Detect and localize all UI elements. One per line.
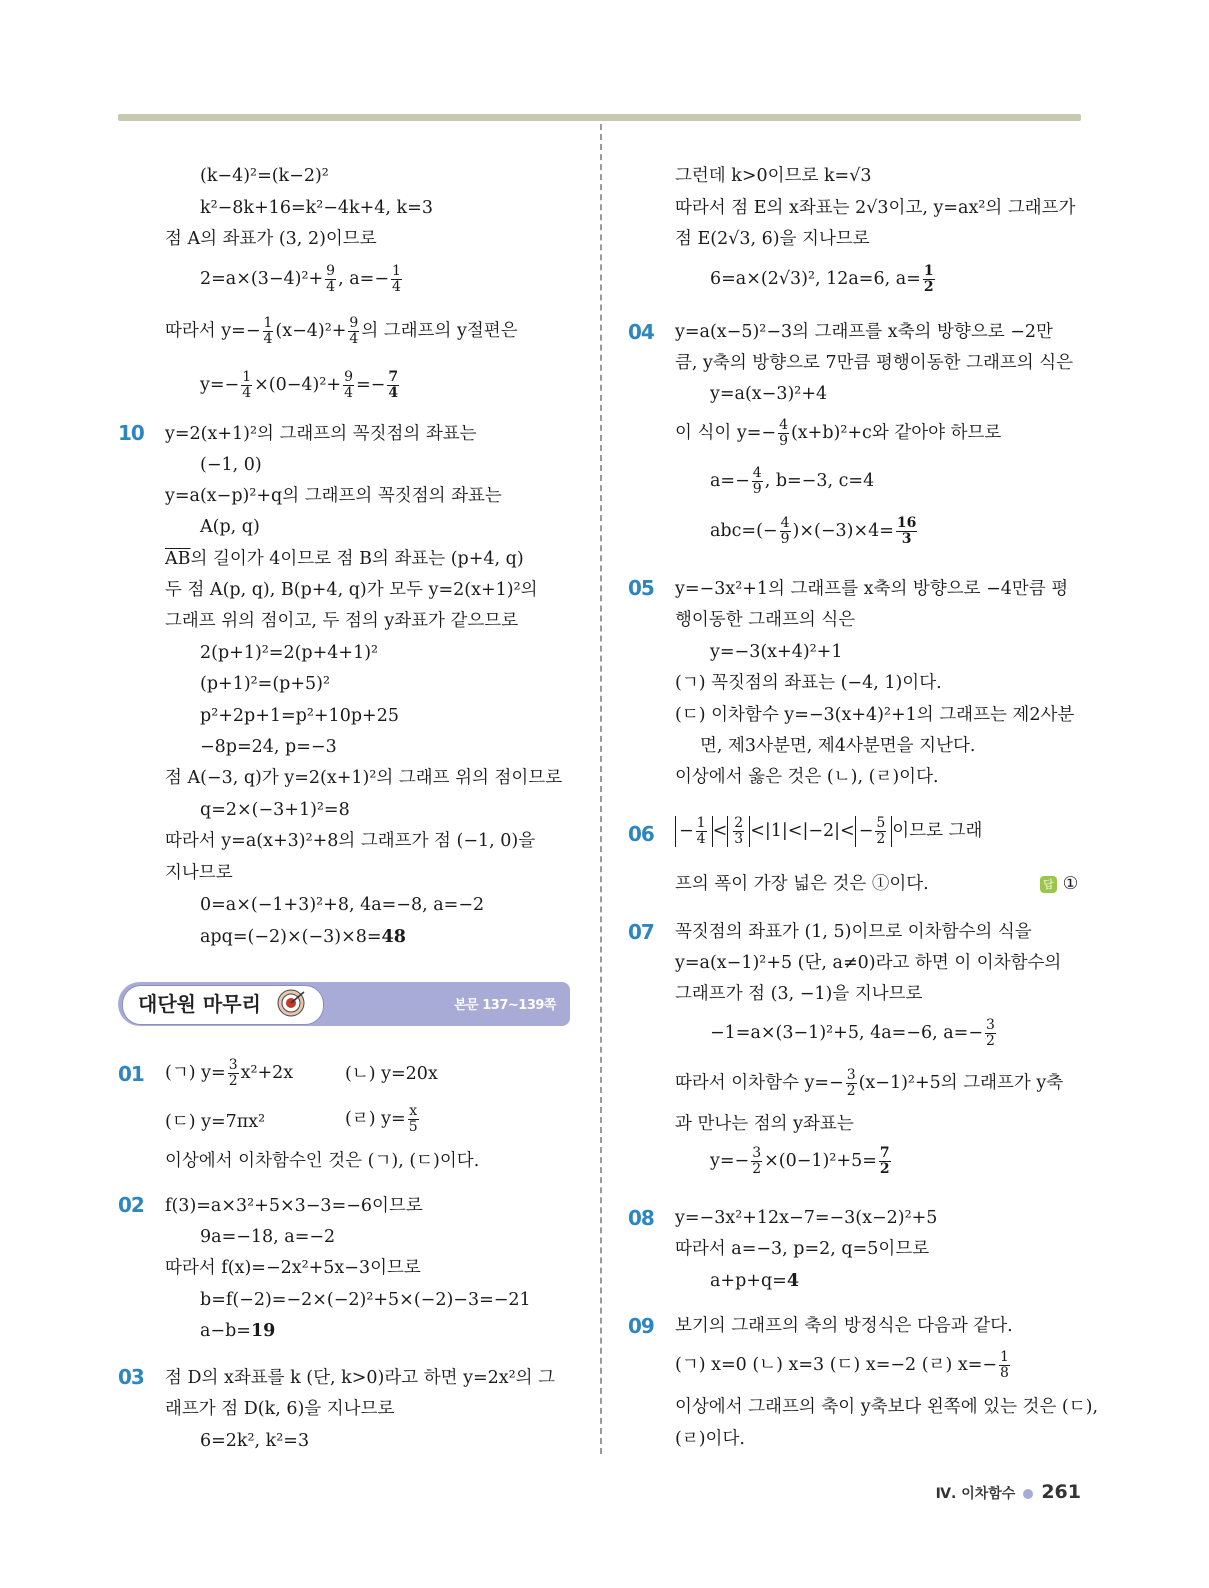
text: a+p+q=	[710, 1271, 787, 1291]
text: x²+2x	[240, 1063, 294, 1083]
text: ×(0−4)²+	[254, 375, 342, 395]
answer-marker	[1040, 872, 1078, 896]
text: apq=(−2)×(−3)×8=	[200, 927, 382, 947]
text: 이 식이 y=−	[675, 423, 777, 443]
equation-line	[200, 370, 401, 401]
fraction: $\frac{7}{2}$	[879, 1145, 890, 1177]
target-icon	[276, 988, 306, 1018]
text-line: (p+1)²=(p+5)²	[200, 674, 331, 694]
page-footer	[936, 1481, 1081, 1503]
text-line: 점 A(−3, q)가 y=2(x+1)²의 그래프 위의 점이므로	[165, 768, 563, 788]
text-line: f(3)=a×3²+5×3−3=−6이므로	[165, 1196, 423, 1216]
text: <	[712, 821, 728, 841]
answer: 48	[381, 927, 406, 947]
text-line: 그런데 k>0이므로 k=√3	[675, 166, 872, 186]
column-divider	[600, 124, 602, 1454]
text: (ㄹ) y=	[345, 1109, 406, 1129]
text: y=−	[200, 375, 240, 395]
text: , a=−	[338, 269, 389, 289]
text: 의 길이가 4이므로 점 B의 좌표는 (p+4, q)	[190, 549, 524, 569]
text: 이므로 그래	[892, 821, 983, 841]
text: −1=a×(3−1)²+5, 4a=−6, a=−	[710, 1023, 983, 1043]
text-line: 이상에서 그래프의 축이 y축보다 왼쪽에 있는 것은 (ㄷ),	[675, 1397, 1099, 1417]
answer: 19	[250, 1321, 276, 1341]
text-line: p²+2p+1=p²+10p+25	[200, 706, 399, 726]
answer-choice: ①	[1062, 874, 1079, 894]
absolute-value	[727, 816, 750, 847]
problem-number: 03	[118, 1365, 144, 1389]
text-line: 점 E(2√3, 6)을 지나므로	[675, 229, 870, 249]
text: 따라서 y=−	[165, 321, 261, 341]
text-line: (ㄷ) 이차함수 y=−3(x+4)²+1의 그래프는 제2사분	[675, 705, 1075, 725]
fraction: $\frac{9}{4}$	[349, 315, 359, 347]
text-line: −8p=24, p=−3	[200, 737, 337, 757]
section-title: 대단원 마무리	[138, 992, 261, 1016]
absolute-value: − $\frac{1}{4}$	[675, 816, 713, 847]
fraction: $\frac{1}{8}$	[1000, 1349, 1009, 1381]
fraction: $\frac{4}{9}$	[752, 465, 762, 497]
fraction: $\frac{16}{3}$	[896, 515, 917, 547]
text-line: 따라서 f(x)=−2x²+5x−3이므로	[165, 1258, 421, 1278]
text: (x−4)²+	[275, 321, 347, 341]
text-line: y=a(x−3)²+4	[710, 384, 828, 404]
text-line: (ㄷ) y=7πx²	[165, 1112, 266, 1132]
text-line: 점 A의 좌표가 (3, 2)이므로	[165, 229, 377, 249]
top-rule	[118, 114, 1081, 121]
problem-number: 01	[118, 1062, 144, 1086]
text-line: 프의 폭이 가장 넓은 것은 ①이다.	[675, 874, 929, 894]
equation-line	[710, 1146, 893, 1177]
problem-number: 02	[118, 1193, 144, 1217]
text-line: 2(p+1)²=2(p+4+1)²	[200, 643, 379, 663]
text-line: (ㄴ) y=20x	[345, 1064, 438, 1084]
fraction: $\frac{3}{2}$	[986, 1017, 995, 1049]
fraction: $\frac{3}{2}$	[846, 1067, 856, 1099]
text: (ㄱ) y=	[165, 1063, 226, 1083]
text-line: b=f(−2)=−2×(−2)²+5×(−2)−3=−21	[200, 1290, 531, 1310]
equation-line	[345, 1104, 421, 1135]
text-line: (ㄹ)이다.	[675, 1429, 745, 1449]
text-line: 따라서 a=−3, p=2, q=5이므로	[675, 1239, 930, 1259]
answer: 4	[786, 1271, 800, 1291]
equation-line	[675, 1068, 1063, 1099]
text-line: (ㄱ) 꼭짓점의 좌표는 (−4, 1)이다.	[675, 673, 942, 693]
answer-badge-icon: 답	[1040, 876, 1057, 893]
text: abc=(−	[710, 521, 778, 541]
equation-line	[675, 816, 982, 847]
text: a=−	[710, 471, 750, 491]
text-line: y=a(x−5)²−3의 그래프를 x축의 방향으로 −2만	[675, 322, 1053, 342]
text-line	[710, 1269, 799, 1293]
equation-line	[710, 1018, 998, 1049]
text-line: 점 D의 x좌표를 k (단, k>0)라고 하면 y=2x²의 그	[165, 1368, 556, 1388]
fraction: $\frac{1}{2}$	[923, 263, 934, 295]
text: 의 그래프의 y절편은	[361, 321, 518, 341]
absolute-value: − $\frac{5}{2}$	[855, 816, 893, 847]
fraction: $\frac{4}{9}$	[779, 417, 788, 449]
fraction: $\frac{3}{2}$	[228, 1057, 238, 1089]
bullet-icon	[1023, 1489, 1033, 1499]
text: (x−1)²+5의 그래프가 y축	[858, 1073, 1064, 1093]
fraction: $\frac{4}{9}$	[780, 515, 790, 547]
text-line: 지나므로	[165, 863, 233, 883]
text-line: 두 점 A(p, q), B(p+4, q)가 모두 y=2(x+1)²의	[165, 580, 538, 600]
text: ×(0−1)²+5=	[764, 1151, 877, 1171]
equation-line	[165, 316, 518, 347]
equation-line	[710, 264, 937, 295]
text-line: 행이동한 그래프의 식은	[675, 610, 856, 630]
section-header	[118, 982, 570, 1026]
text: 2=a×(3−4)²+	[200, 269, 324, 289]
problem-number: 04	[628, 320, 654, 344]
fraction: $\frac{1}{4}$	[391, 263, 401, 295]
text-line: 큼, y축의 방향으로 7만큼 평행이동한 그래프의 식은	[675, 353, 1074, 373]
text-line: 과 만나는 점의 y좌표는	[675, 1114, 854, 1134]
text-line: 6=2k², k²=3	[200, 1431, 310, 1451]
text: <|1|<|−2|<	[750, 821, 855, 841]
problem-number: 07	[628, 920, 654, 944]
text-line: y=−3(x+4)²+1	[710, 642, 843, 662]
fraction: $\frac{1}{4}$	[242, 369, 252, 401]
text-line: y=a(x−1)²+5 (단, a≠0)라고 하면 이 이차함수의	[675, 953, 1062, 973]
page-number: 261	[1041, 1481, 1081, 1503]
text-line: 이상에서 옳은 것은 (ㄴ), (ㄹ)이다.	[675, 767, 939, 787]
text-line: 따라서 y=a(x+3)²+8의 그래프가 점 (−1, 0)을	[165, 831, 536, 851]
text: a−b=	[200, 1321, 251, 1341]
text-line: 9a=−18, a=−2	[200, 1227, 336, 1247]
fraction: $\frac{1}{4}$	[263, 315, 273, 347]
text-line: 래프가 점 D(k, 6)을 지나므로	[165, 1399, 395, 1419]
equation-line	[675, 418, 1001, 449]
text: 6=a×(2√3)², 12a=6, a=	[710, 269, 921, 289]
text-line: y=a(x−p)²+q의 그래프의 꼭짓점의 좌표는	[165, 486, 502, 506]
problem-number: 06	[628, 822, 654, 846]
equation-line	[710, 516, 919, 547]
fraction: $\frac{9}{4}$	[344, 369, 353, 401]
section-page-ref: 본문 137~139쪽	[454, 998, 556, 1013]
text: y=−	[710, 1151, 750, 1171]
fraction: $\frac{2}{3}$	[734, 815, 744, 847]
fraction: $\frac{3}{2}$	[752, 1145, 762, 1177]
text-line: 그래프 위의 점이고, 두 점의 y좌표가 같으므로	[165, 611, 519, 631]
text-line: (k−4)²=(k−2)²	[200, 166, 329, 186]
text-line: 따라서 점 E의 x좌표는 2√3이고, y=ax²의 그래프가	[675, 198, 1076, 218]
text: =−	[356, 375, 386, 395]
problem-number: 05	[628, 576, 654, 600]
problem-number: 09	[628, 1314, 654, 1338]
text-line: 면, 제3사분면, 제4사분면을 지난다.	[700, 736, 976, 756]
text: (x+b)²+c와 같아야 하므로	[790, 423, 1002, 443]
text-line: 이상에서 이차함수인 것은 (ㄱ), (ㄷ)이다.	[165, 1151, 480, 1171]
fraction: $\frac{5}{2}$	[876, 815, 886, 847]
fraction: $\frac{x}{5}$	[408, 1103, 418, 1135]
fraction: $\frac{1}{4}$	[696, 815, 706, 847]
text-line: q=2×(−3+1)²=8	[200, 800, 350, 820]
problem-number: 08	[628, 1206, 654, 1230]
text-line: 그래프가 점 (3, −1)을 지나므로	[675, 984, 923, 1004]
text-line: y=−3x²+1의 그래프를 x축의 방향으로 −4만큼 평	[675, 579, 1069, 599]
text-line: y=−3x²+12x−7=−3(x−2)²+5	[675, 1208, 938, 1228]
fraction: $\frac{9}{4}$	[326, 263, 336, 295]
equation-line	[710, 466, 874, 497]
text: 따라서 이차함수 y=−	[675, 1073, 844, 1093]
equation-line	[165, 1058, 293, 1089]
equation-line	[675, 1350, 1012, 1381]
text: (ㄱ) x=0 (ㄴ) x=3 (ㄷ) x=−2 (ㄹ) x=−	[675, 1355, 998, 1375]
text-line: A(p, q)	[200, 517, 260, 537]
segment-label: $\overline{AB}$	[165, 549, 191, 569]
fraction: $\frac{7}{4}$	[388, 369, 399, 401]
text-line: y=2(x+1)²의 그래프의 꼭짓점의 좌표는	[165, 424, 477, 444]
text-line	[165, 547, 524, 571]
text-line: 꼭짓점의 좌표가 (1, 5)이므로 이차함수의 식을	[675, 922, 1032, 942]
text-line	[200, 925, 406, 949]
text-line	[200, 1319, 275, 1343]
problem-number: 10	[118, 421, 144, 445]
text-line: (−1, 0)	[200, 455, 262, 475]
text-line: 보기의 그래프의 축의 방정식은 다음과 같다.	[675, 1316, 1013, 1336]
equation-line	[200, 264, 404, 295]
text-line: k²−8k+16=k²−4k+4, k=3	[200, 198, 433, 218]
chapter-label: Ⅳ. 이차함수	[935, 1486, 1016, 1502]
text: )×(−3)×4=	[792, 521, 894, 541]
text-line: 0=a×(−1+3)²+8, 4a=−8, a=−2	[200, 895, 485, 915]
text: , b=−3, c=4	[764, 471, 875, 491]
